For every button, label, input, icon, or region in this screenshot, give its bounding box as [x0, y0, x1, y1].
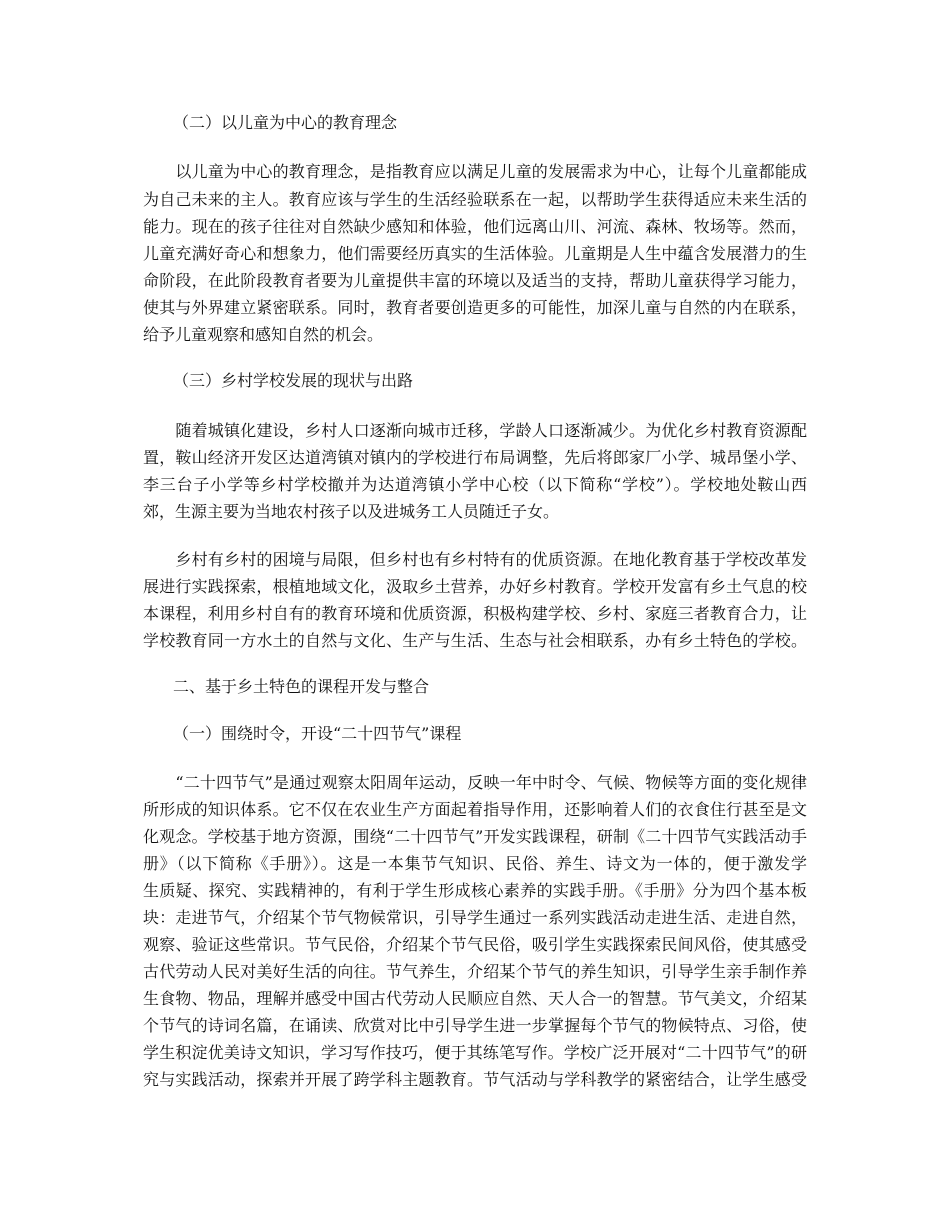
paragraph-line: 命阶段，在此阶段教育者要为儿童提供丰富的环境以及适当的支持，帮助儿童获得学习能力，: [143, 271, 807, 290]
paragraph-line: 使其与外界建立紧密联系。同时，教育者要创造更多的可能性，加深儿童与自然的内在联系，: [143, 298, 807, 317]
paragraph-line: 所形成的知识体系。它不仅在农业生产方面起着指导作用，还影响着人们的衣食住行甚至是文: [143, 800, 807, 819]
paragraph-line: 李三台子小学等乡村学校撤并为达道湾镇小学中心校（以下简称“学校”）。学校地处鞍山西: [143, 475, 807, 494]
paragraph-line: 本课程，利用乡村自有的教育环境和优质资源，积极构建学校、乡村、家庭三者教育合力，让: [143, 604, 807, 623]
paragraph-line: 生食物、物品，理解并感受中国古代劳动人民顺应自然、天人合一的智慧。节气美文，介绍某: [143, 989, 807, 1008]
paragraph-line: 块：走进节气，介绍某个节气物候常识，引导学生通过一系列实践活动走进生活、走进自然，: [143, 908, 807, 927]
paragraph-line: 郊，生源主要为当地农村孩子以及进城务工人员随迁子女。: [143, 502, 560, 521]
paragraph-line: 能力。现在的孩子往往对自然缺少感知和体验，他们远离山川、河流、森林、牧场等。然而，: [143, 217, 807, 236]
paragraph-line: 生质疑、探究、实践精神的，有利于学生形成核心素养的实践手册。《手册》分为四个基本板: [143, 881, 807, 900]
paragraph-line: “二十四节气”是通过观察太阳周年运动，反映一年中时令、气候、物候等方面的变化规律: [143, 773, 807, 792]
section-heading-solar-terms: （一）围绕时令，开设“二十四节气”课程: [173, 724, 462, 743]
paragraph-line: 展进行实践探索，根植地域文化，汲取乡土营养，办好乡村教育。学校开发富有乡土气息的校: [143, 577, 807, 596]
paragraph-line: 乡村有乡村的困境与局限，但乡村也有乡村特有的优质资源。在地化教育基于学校改革发: [143, 550, 807, 569]
paragraph-line: 化观念。学校基于地方资源，围绕“二十四节气”开发实践课程，研制《二十四节气实践活动手: [143, 827, 807, 846]
section-heading-rural-schools: （三）乡村学校发展的现状与出路: [173, 371, 414, 390]
paragraph-line: 学生积淀优美诗文知识，学习写作技巧，便于其练笔写作。学校广泛开展对“二十四节气”的研: [143, 1043, 807, 1062]
paragraph-line: 以儿童为中心的教育理念，是指教育应以满足儿童的发展需求为中心，让每个儿童都能成: [143, 162, 807, 181]
paragraph-line: 个节气的诗词名篇，在诵读、欣赏对比中引导学生进一步掌握每个节气的物候特点、习俗，使: [143, 1016, 807, 1035]
paragraph-line: 观察、验证这些常识。节气民俗，介绍某个节气民俗，吸引学生实践探索民间风俗，使其感受: [143, 935, 807, 954]
paragraph-line: 古代劳动人民对美好生活的向往。节气养生，介绍某个节气的养生知识，引导学生亲手制作养: [143, 962, 807, 981]
paragraph-line: 为自己未来的主人。教育应该与学生的生活经验联系在一起，以帮助学生获得适应未来生活的: [143, 190, 807, 209]
paragraph-line: 给予儿童观察和感知自然的机会。: [143, 325, 384, 344]
paragraph-line: 随着城镇化建设，乡村人口逐渐向城市迁移，学龄人口逐渐减少。为优化乡村教育资源配: [143, 421, 807, 440]
paragraph-line: 学校教育同一方水土的自然与文化、生产与生活、生态与社会相联系，办有乡土特色的学校。: [143, 631, 807, 650]
section-heading-child-centered: （二）以儿童为中心的教育理念: [173, 113, 398, 132]
paragraph-line: 置，鞍山经济开发区达道湾镇对镇内的学校进行布局调整，先后将郎家厂小学、城昂堡小学、: [143, 448, 807, 467]
paragraph-line: 册》（以下简称《手册》）。这是一本集节气知识、民俗、养生、诗文为一体的，便于激发学: [143, 854, 807, 873]
paragraph-line: 究与实践活动，探索并开展了跨学科主题教育。节气活动与学科教学的紧密结合，让学生感受: [143, 1070, 807, 1089]
paragraph-line: 儿童充满好奇心和想象力，他们需要经历真实的生活体验。儿童期是人生中蕴含发展潜力的生: [143, 244, 807, 263]
section-heading-curriculum: 二、基于乡土特色的课程开发与整合: [173, 677, 430, 696]
